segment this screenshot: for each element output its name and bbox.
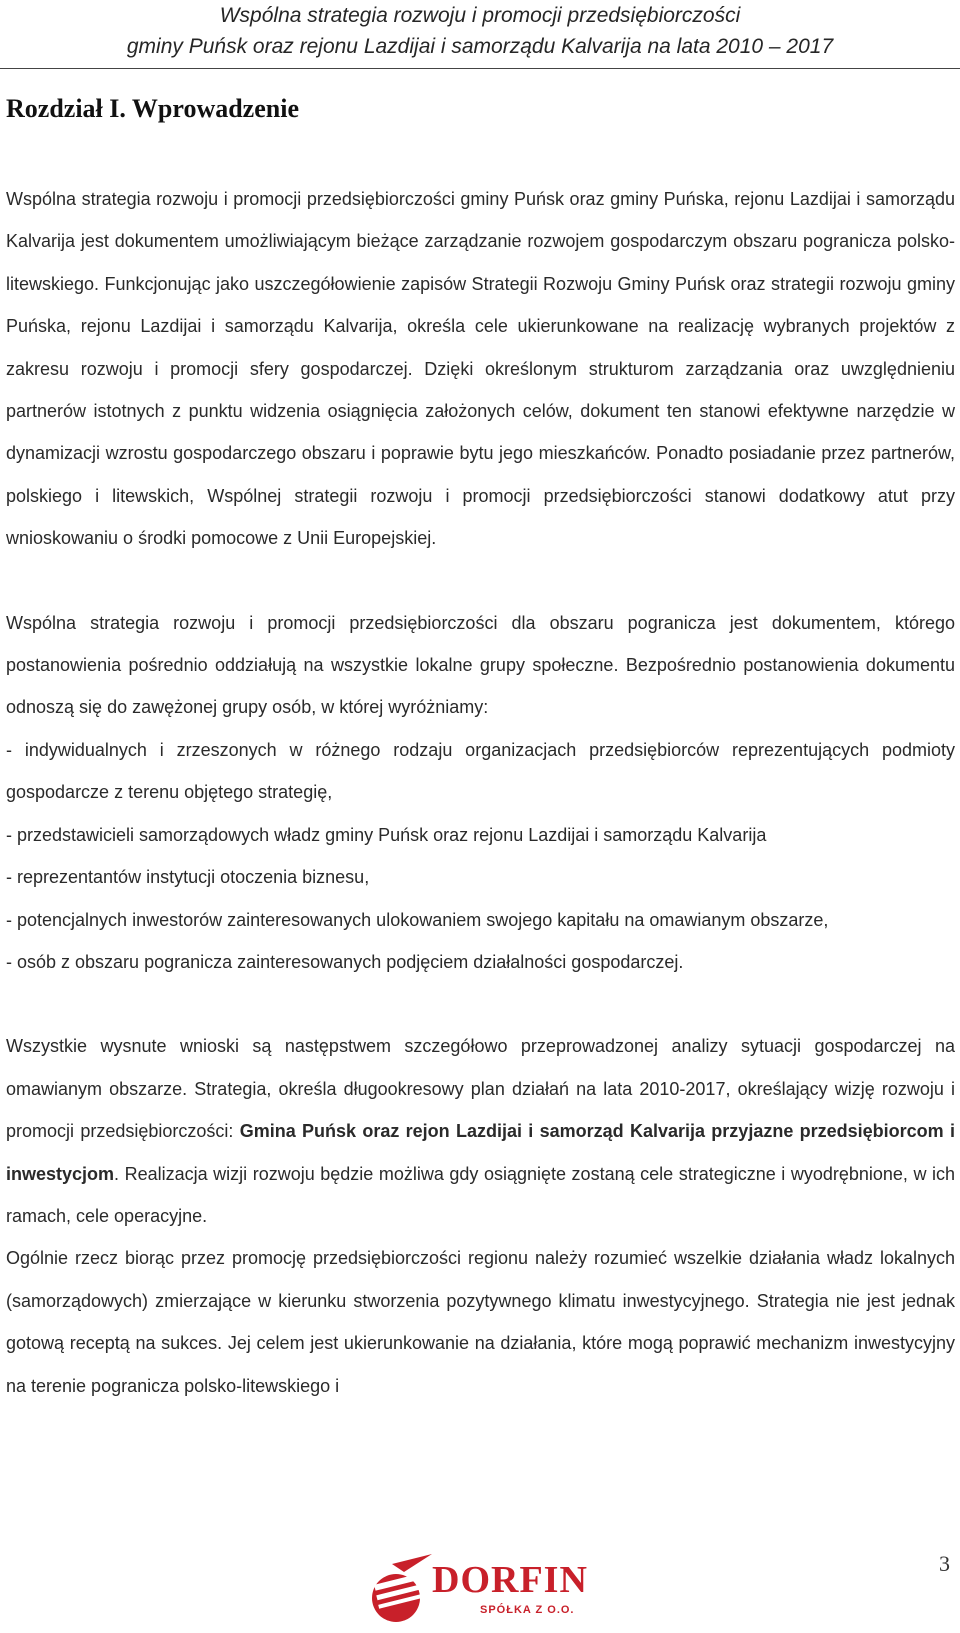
header-line-2: gminy Puńsk oraz rejonu Lazdijai i samorządu Kalvarija na lata 2010 – 2017: [126, 35, 834, 58]
paragraph-intro: Wspólna strategia rozwoju i promocji przedsiębiorczości gminy Puńsk oraz gminy Puńska, rejonu Lazdijai i samorządu Kalvarija jest dokumentem umożliwiającym bieżące zarządzanie rozwojem gospodarczym obszaru pogranicza polsko-litewskiego. Funkcjonując jako uszczegółowienie zapisów Strategii Rozwoju Gminy Puńsk oraz strategii rozwoju gminy Puńska, rejonu Lazdijai i samorządu Kalvarija, określa cele ukierunkowane na realizację wybranych projektów z zakresu rozwoju i promocji sfery gospodarczej. Dzięki określonym strukturom zarządzania oraz uwzględnieniu partnerów istotnych z punktu widzenia osiągnięcia założonych celów, dokument ten stanowi efektywne narzędzie w dynamizacji wzrostu gospodarczego obszaru i poprawie bytu jego mieszkańców. Ponadto posiadanie przez partnerów, polskiego i litewskich, Wspólnej strategii rozwoju i promocji przedsiębiorczości stanowi dodatkowy atut przy wnioskowaniu o środki pomocowe z Unii Europejskiej.: [6, 189, 955, 549]
list-item: - potencjalnych inwestorów zainteresowanych ulokowaniem swojego kapitału na omawianym obszarze,: [6, 909, 829, 930]
header-line-1: Wspólna strategia rozwoju i promocji przedsiębiorczości: [219, 4, 741, 27]
chapter-title: Rozdział I. Wprowadzenie: [6, 94, 299, 123]
running-header: [0, 0, 960, 62]
paragraph-promotion: Ogólnie rzecz biorąc przez promocję przedsiębiorczości regionu należy rozumieć wszelkie działania władz lokalnych (samorządowych) zmierzające w kierunku stworzenia pozytywnego klimatu inwestycyjnego. Strategia nie jest jednak gotową receptą na sukces. Jej celem jest ukierunkowanie na działania, które mogą poprawić mechanizm inwestycyjny na terenie pogranicza polsko-litewskiego i: [6, 1248, 955, 1396]
vision-statement: Gmina Puńsk oraz rejon Lazdijai i samorząd Kalvarija przyjazne przedsiębiorcom i inwestycjom: [6, 1121, 955, 1184]
list-item: - indywidualnych i zrzeszonych w różnego rodzaju organizacjach przedsiębiorców reprezentujących podmioty gospodarcze z terenu objętego strategię,: [6, 739, 955, 803]
document-body: [6, 178, 955, 1407]
header-divider: [0, 68, 960, 69]
list-item: - przedstawicieli samorządowych władz gminy Puńsk oraz rejonu Lazdijai i samorządu Kalvarija: [6, 824, 767, 845]
paragraph-target-groups: Wspólna strategia rozwoju i promocji przedsiębiorczości dla obszaru pogranicza jest dokumentem, którego postanowienia pośrednio oddziałują na wszystkie lokalne grupy społeczne. Bezpośrednio postanowienia dokumentu odnoszą się do zawężonej grupy osób, w której wyróżniamy:: [6, 612, 955, 718]
page-number: 3: [939, 1551, 950, 1576]
vision-text-start: Wszystkie wysnute wnioski są następstwem szczegółowo przeprowadzonej analizy sytuacji gospodarczej na omawianym obszarze. Strategia, określa długookresowy plan działań na lata 2010-2017, określający wizję rozwoju i promocji przedsiębiorczości:: [6, 1036, 955, 1142]
dorfin-logo: [362, 1546, 602, 1630]
logo-name: DORFIN: [432, 1559, 588, 1601]
list-item: - reprezentantów instytucji otoczenia biznesu,: [6, 867, 370, 888]
paragraph-vision: [6, 1025, 955, 1237]
logo-mark-icon: [362, 1548, 438, 1628]
list-item: - osób z obszaru pogranicza zainteresowanych podjęciem działalności gospodarczej.: [6, 951, 684, 972]
vision-text-end: . Realizacja wizji rozwoju będzie możliwa gdy osiągnięte zostaną cele strategiczne i wyodrębnione, w ich ramach, cele operacyjne.: [6, 1163, 955, 1226]
logo-subtitle: SPÓŁKA Z O.O.: [480, 1604, 575, 1616]
